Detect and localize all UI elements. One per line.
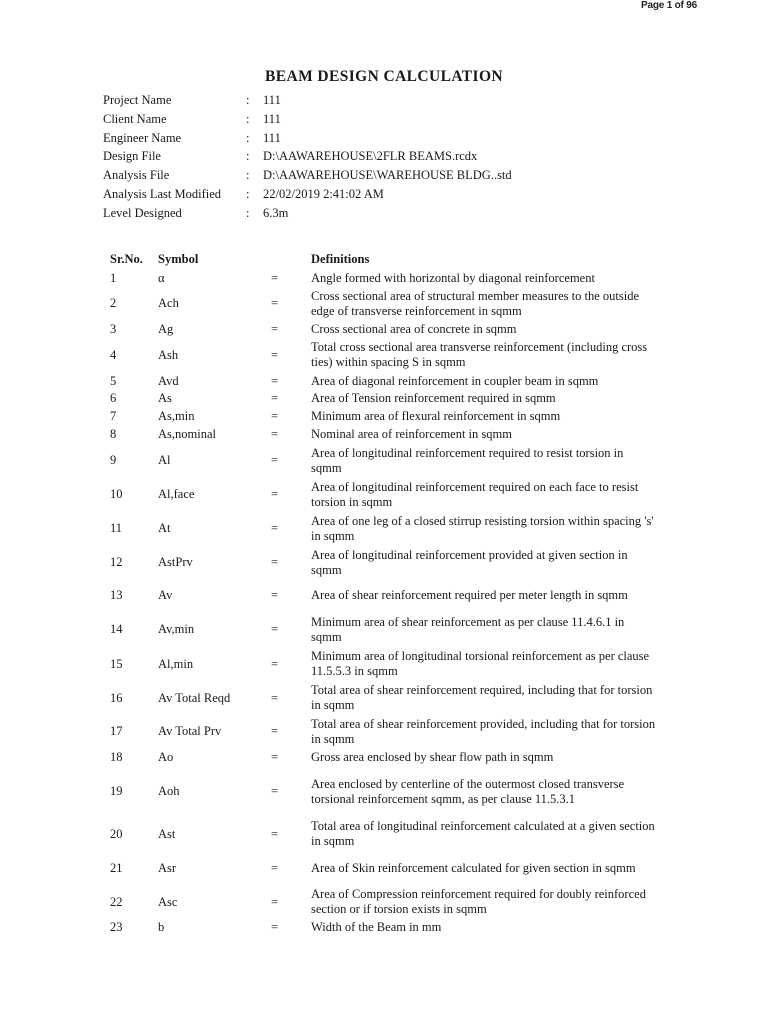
project-info [103,91,512,223]
row-equals: = [271,724,279,738]
definitions-table [0,270,768,936]
table-row [0,579,768,612]
row-definition: Width of the Beam in mm [311,920,442,934]
table-row [0,425,768,443]
row-number: 15 [110,656,123,671]
row-number: 23 [110,920,123,934]
info-label: Level Designed [103,205,182,220]
row-equals: = [271,920,279,934]
table-row [0,320,768,338]
row-definition: Total area of shear reinforcement required, including that for torsion in sqmm [311,683,653,712]
table-row [0,647,768,681]
table-row [0,287,768,320]
row-symbol: Ach [158,296,179,310]
table-row [0,546,768,579]
info-colon: : [246,93,250,107]
row-equals: = [271,296,279,310]
row-number: 17 [110,724,123,738]
row-number: 22 [110,894,123,909]
row-equals: = [271,555,279,569]
row-number: 12 [110,555,123,569]
row-equals: = [271,894,279,909]
row-number: 19 [110,784,123,798]
row-equals: = [271,408,279,423]
info-value: 6.3m [263,205,289,220]
row-equals: = [271,391,279,405]
row-equals: = [271,347,279,362]
row-definition: Minimum area of shear reinforcement as per clause 11.4.6.1 in sqmm [311,614,625,644]
row-equals: = [271,656,279,671]
row-definition: Area of shear reinforcement required per meter length in sqmm [311,588,628,602]
info-colon: : [246,130,250,145]
row-equals: = [271,690,279,705]
info-row [103,185,512,204]
info-label: Analysis Last Modified [103,186,222,201]
row-number: 14 [110,622,123,636]
row-equals: = [271,271,279,285]
row-number: 21 [110,860,123,875]
row-number: 20 [110,826,123,841]
table-row [0,817,768,851]
info-row [103,147,512,166]
row-equals: = [271,826,279,841]
info-value: D:\AAWAREHOUSE\2FLR BEAMS.rcdx [263,149,478,164]
info-row [103,204,512,223]
row-definition: Cross sectional area of concrete in sqmm [311,321,517,336]
row-number: 4 [110,347,117,362]
info-row [103,110,512,129]
row-symbol: Av,min [158,622,195,636]
info-label: Design File [103,149,161,164]
row-definition: Area of Skin reinforcement calculated for given section in sqmm [311,860,636,875]
page-number: Page 1 of 96 [641,0,697,11]
info-label: Engineer Name [103,130,182,145]
row-definition: Total cross sectional area transverse reinforcement (including cross ties) within spacing S in sqmm [311,340,648,369]
info-label: Analysis File [103,168,170,183]
row-equals: = [271,588,279,602]
info-row [103,166,512,185]
row-number: 2 [110,296,117,310]
row-symbol: Ao [158,749,174,764]
row-definition: Area of longitudinal reinforcement required to resist torsion in sqmm [311,445,624,475]
row-definition: Cross sectional area of structural member measures to the outside edge of transverse reinforcement in sqmm [311,288,640,318]
row-symbol: Av Total Prv [158,724,222,738]
row-symbol: As [158,391,172,405]
row-equals: = [271,784,279,798]
row-definition: Minimum area of longitudinal torsional reinforcement as per clause 11.5.5.3 in sqmm [311,649,650,678]
row-number: 11 [110,521,123,535]
row-equals: = [271,487,279,501]
row-equals: = [271,321,279,336]
table-row [0,372,768,390]
header-sr-no: Sr.No. [110,252,143,266]
row-number: 18 [110,749,123,764]
header-definitions: Definitions [311,252,370,266]
row-definition: Area of longitudinal reinforcement provided at given section in sqmm [311,547,628,577]
info-value: 22/02/2019 2:41:02 AM [263,186,384,201]
row-symbol: Ag [158,321,174,336]
row-symbol: b [158,920,165,934]
table-row [0,715,768,748]
row-definition: Area of Tension reinforcement required in sqmm [311,391,556,405]
document-title: BEAM DESIGN CALCULATION [265,68,503,85]
row-definition: Total area of shear reinforcement provided, including that for torsion in sqmm [311,716,656,746]
table-row [0,478,768,511]
table-row [0,390,768,407]
row-definition: Minimum area of flexural reinforcement in sqmm [311,408,561,423]
row-equals: = [271,373,279,388]
row-symbol: Av Total Reqd [158,690,231,705]
row-number: 16 [110,690,123,705]
row-number: 3 [110,321,117,336]
row-symbol: As,min [158,408,195,423]
row-definition: Nominal area of reinforcement in sqmm [311,426,512,441]
header-symbol: Symbol [158,252,199,266]
row-number: 13 [110,588,123,602]
row-number: 1 [110,271,117,285]
info-colon: : [246,186,250,201]
table-row [0,851,768,885]
row-symbol: Asr [158,860,177,875]
row-number: 7 [110,408,117,423]
info-value: 111 [263,130,281,145]
info-colon: : [246,111,250,126]
row-symbol: Al,min [158,656,194,671]
row-symbol: As,nominal [158,426,216,441]
table-row [0,919,768,936]
row-number: 10 [110,487,123,501]
row-definition: Area of one leg of a closed stirrup resisting torsion within spacing 's' in sqmm [311,513,654,543]
info-colon: : [246,205,250,220]
definitions-table-header [0,252,768,269]
row-symbol: Aoh [158,784,180,798]
info-row [103,91,512,110]
info-row [103,129,512,148]
row-symbol: Al,face [158,487,195,501]
row-definition: Area of longitudinal reinforcement required on each face to resist torsion in sqmm [311,479,639,509]
row-definition: Area enclosed by centerline of the outermost closed transverse torsional reinforcement sqmm, as per clause 11.5.3.1 [311,776,625,806]
table-row [0,612,768,647]
table-row [0,766,768,817]
row-equals: = [271,622,279,636]
row-symbol: Asc [158,894,178,909]
row-definition: Area of diagonal reinforcement in coupler beam in sqmm [311,373,599,388]
row-definition: Total area of longitudinal reinforcement calculated at a given section in sqmm [311,819,655,848]
row-symbol: Al [158,453,171,467]
row-symbol: Av [158,588,173,602]
table-row [0,681,768,715]
info-colon: : [246,149,250,164]
row-definition: Gross area enclosed by shear flow path in sqmm [311,749,554,764]
row-equals: = [271,521,279,535]
table-row [0,511,768,546]
row-definition: Angle formed with horizontal by diagonal reinforcement [311,271,595,285]
info-value: 111 [263,93,281,107]
row-symbol: Ash [158,347,179,362]
info-colon: : [246,168,250,183]
row-number: 8 [110,426,117,441]
info-value: D:\AAWAREHOUSE\WAREHOUSE BLDG..std [263,168,512,183]
row-equals: = [271,749,279,764]
table-row [0,407,768,425]
row-symbol: At [158,521,171,535]
table-row [0,270,768,287]
row-equals: = [271,426,279,441]
row-equals: = [271,453,279,467]
table-row [0,748,768,766]
row-symbol: Avd [158,373,179,388]
info-value: 111 [263,111,281,126]
row-symbol: Ast [158,826,176,841]
row-number: 9 [110,453,117,467]
table-row [0,885,768,919]
row-symbol: AstPrv [158,555,193,569]
table-row [0,443,768,478]
row-number: 6 [110,391,117,405]
row-symbol: α [158,271,165,285]
row-equals: = [271,860,279,875]
row-number: 5 [110,373,117,388]
info-label: Project Name [103,93,172,107]
info-label: Client Name [103,111,167,126]
row-definition: Area of Compression reinforcement required for doubly reinforced section or if torsion exists in sqmm [311,887,646,916]
table-row [0,338,768,372]
